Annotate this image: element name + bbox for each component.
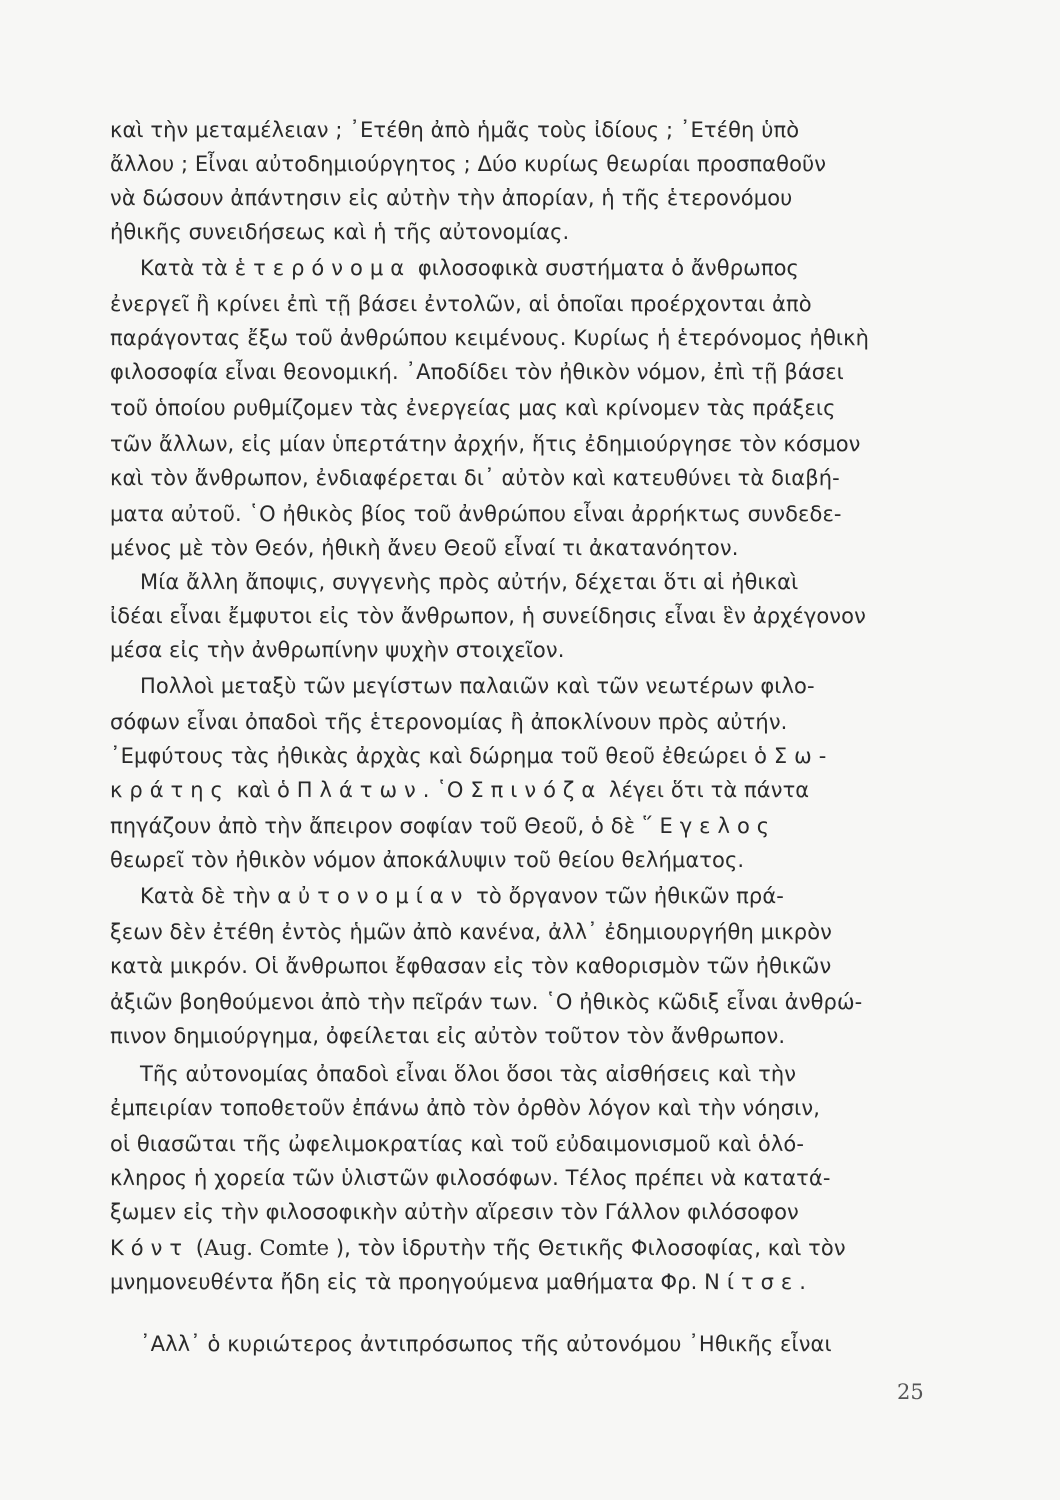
text-span: μνημονευθέντα ἤδη εἰς τὰ προηγούμενα μαθήματα Φρ. bbox=[110, 1270, 705, 1294]
text-span: τὸ ὄργανον τῶν ἠθικῶν πρά- bbox=[469, 884, 784, 908]
text-line: παράγοντας ἔξω τοῦ ἀνθρώπου κειμένους. Κυρίως ἡ ἑτερόνομος ἠθικὴ bbox=[110, 326, 869, 350]
text-line: Μία ἄλλη ἄποψις, συγγενὴς πρὸς αὐτήν, δέχεται ὅτι αἱ ἠθικαὶ bbox=[140, 570, 799, 594]
text-line: ἰδέαι εἶναι ἔμφυτοι εἰς τὸν ἄνθρωπον, ἡ συνείδησις εἶναι ἓν ἀρχέγονον bbox=[110, 604, 866, 628]
latin-name: Aug. Comte bbox=[204, 1236, 330, 1260]
spaced-term: ἑτερόνομα bbox=[234, 256, 412, 280]
text-line bbox=[110, 254, 955, 282]
text-line: πινον δημιούργημα, ὀφείλεται εἰς αὐτὸν τοῦτον τὸν ἄνθρωπον. bbox=[110, 1024, 786, 1048]
text-line: καὶ τὴν μεταμέλειαν ; ᾿Ετέθη ἀπὸ ἡμᾶς τοὺς ἰδίους ; ᾿Ετέθη ὑπὸ bbox=[110, 118, 800, 142]
spaced-term: αὐτονομίαν bbox=[277, 884, 470, 908]
spaced-name: Σω- bbox=[773, 744, 834, 768]
text-line bbox=[110, 742, 925, 770]
text-span: ), τὸν ἱδρυτὴν τῆς Θετικῆς Φιλοσοφίας, καὶ τὸν bbox=[329, 1236, 846, 1260]
text-line: Πολλοὶ μεταξὺ τῶν μεγίστων παλαιῶν καὶ τῶν νεωτέρων φιλο- bbox=[140, 674, 815, 698]
text-span: ( bbox=[189, 1236, 205, 1260]
text-span: πηγάζουν ἀπὸ τὴν ἄπειρον σοφίαν τοῦ Θεοῦ, ὁ δὲ bbox=[110, 814, 642, 838]
spaced-name: ῞Εγελος bbox=[641, 814, 777, 838]
text-line bbox=[110, 882, 955, 910]
text-line: νὰ δώσουν ἀπάντησιν εἰς αὐτὴν τὴν ἀπορίαν, ἡ τῆς ἑτερονόμου bbox=[110, 186, 793, 210]
spaced-name: Κόντ bbox=[110, 1236, 189, 1260]
text-line: μέσα εἰς τὴν ἀνθρωπίνην ψυχὴν στοιχεῖον. bbox=[110, 638, 565, 662]
text-span: . bbox=[799, 1270, 807, 1294]
text-span: λέγει ὅτι τὰ πάντα bbox=[602, 778, 810, 802]
text-line: ἠθικῆς συνειδήσεως καὶ ἡ τῆς αὐτονομίας. bbox=[110, 220, 570, 244]
text-line bbox=[110, 1268, 925, 1296]
text-line bbox=[110, 776, 925, 804]
text-line: μένος μὲ τὸν Θεόν, ἠθικὴ ἄνευ Θεοῦ εἶναί τι ἀκατανόητον. bbox=[110, 536, 739, 560]
spaced-name: Νίτσε bbox=[704, 1270, 800, 1294]
text-line: ξεων δὲν ἐτέθη ἐντὸς ἡμῶν ἀπὸ κανένα, ἀλλ᾿ ἐδημιουργήθη μικρὸν bbox=[110, 920, 833, 944]
text-span: καὶ ὁ bbox=[229, 778, 297, 802]
page-number: 25 bbox=[897, 1380, 924, 1404]
text-line: τῶν ἄλλων, εἰς μίαν ὑπερτάτην ἀρχήν, ἥτις ἐδημιούργησε τὸν κόσμον bbox=[110, 432, 861, 456]
text-line: ἄλλου ; Εἶναι αὐτοδημιούργητος ; Δύο κυρίως θεωρίαι προσπαθοῦν bbox=[110, 152, 827, 176]
text-span: φιλοσοφικὰ συστήματα ὁ ἄνθρωπος bbox=[411, 256, 799, 280]
spaced-name: Πλάτων bbox=[296, 778, 423, 802]
text-line: ᾿Αλλ᾿ ὁ κυριώτερος ἀντιπρόσωπος τῆς αὐτονόμου ᾿Ηθικῆς εἶναι bbox=[140, 1332, 832, 1356]
text-line: φιλοσοφία εἶναι θεονομική. ᾿Αποδίδει τὸν ἠθικὸν νόμον, ἐπὶ τῇ βάσει bbox=[110, 360, 844, 384]
text-line: κληρος ἡ χορεία τῶν ὑλιστῶν φιλοσόφων. Τέλος πρέπει νὰ κατατά- bbox=[110, 1166, 831, 1190]
text-span: . ῾Ο bbox=[422, 778, 471, 802]
text-line: ἀξιῶν βοηθούμενοι ἀπὸ τὴν πεῖράν των. ῾Ο ἠθικὸς κῶδιξ εἶναι ἀνθρώ- bbox=[110, 990, 863, 1014]
text-line: κατὰ μικρόν. Οἱ ἄνθρωποι ἔφθασαν εἰς τὸν καθορισμὸν τῶν ἠθικῶν bbox=[110, 954, 832, 978]
text-span: ᾿Εμφύτους τὰς ἠθικὰς ἀρχὰς καὶ δώρημα τοῦ θεοῦ ἐθεώρει ὁ bbox=[110, 744, 774, 768]
spaced-name: Σπινόζα bbox=[470, 778, 603, 802]
text-line: ἐνεργεῖ ἢ κρίνει ἐπὶ τῇ βάσει ἐντολῶν, αἱ ὁποῖαι προέρχονται ἀπὸ bbox=[110, 292, 812, 316]
text-span: Κατὰ δὲ τὴν bbox=[140, 884, 278, 908]
text-line: ἐμπειρίαν τοποθετοῦν ἐπάνω ἀπὸ τὸν ὀρθὸν λόγον καὶ τὴν νόησιν, bbox=[110, 1096, 820, 1120]
text-span: Κατὰ τὰ bbox=[140, 256, 235, 280]
text-line: θεωρεῖ τὸν ἠθικὸν νόμον ἀποκάλυψιν τοῦ θείου θελήματος. bbox=[110, 848, 745, 872]
text-line: τοῦ ὁποίου ρυθμίζομεν τὰς ἐνεργείας μας καὶ κρίνομεν τὰς πράξεις bbox=[110, 396, 836, 420]
text-line: ματα αὐτοῦ. ῾Ο ἠθικὸς βίος τοῦ ἀνθρώπου εἶναι ἀρρήκτως συνδεδε- bbox=[110, 502, 842, 526]
text-line: οἱ θιασῶται τῆς ὠφελιμοκρατίας καὶ τοῦ εὐδαιμονισμοῦ καὶ ὁλό- bbox=[110, 1132, 805, 1156]
text-line: ξωμεν εἰς τὴν φιλοσοφικὴν αὐτὴν αἵρεσιν τὸν Γάλλον φιλόσοφον bbox=[110, 1200, 799, 1224]
text-line bbox=[110, 1234, 925, 1262]
spaced-name: κράτης bbox=[110, 778, 230, 802]
text-line bbox=[110, 812, 925, 840]
text-line: σόφων εἶναι ὀπαδοὶ τῆς ἑτερονομίας ἢ ἀποκλίνουν πρὸς αὐτήν. bbox=[110, 710, 788, 734]
text-line: καὶ τὸν ἄνθρωπον, ἐνδιαφέρεται δι᾿ αὐτὸν καὶ κατευθύνει τὰ διαβή- bbox=[110, 466, 840, 490]
text-line: Τῆς αὐτονομίας ὀπαδοὶ εἶναι ὅλοι ὅσοι τὰς αἰσθήσεις καὶ τὴν bbox=[140, 1062, 797, 1086]
